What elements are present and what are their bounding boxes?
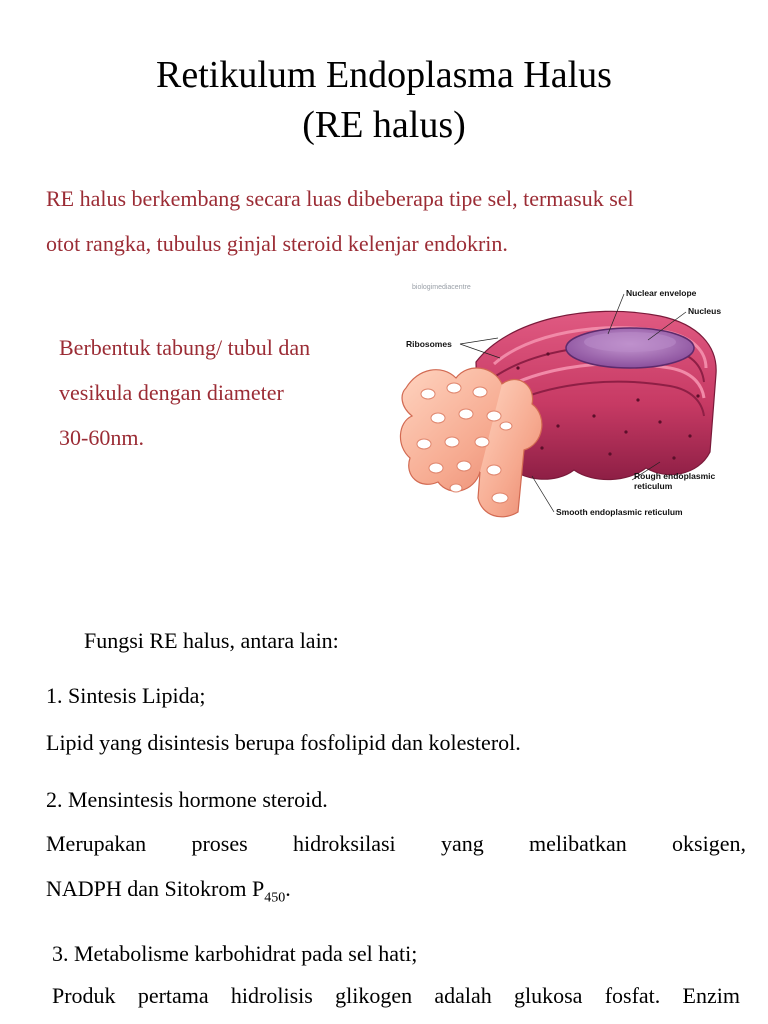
intro-paragraph <box>46 176 746 266</box>
function-item-2-title: 2. Mensintesis hormone steroid. <box>46 787 328 812</box>
shape-line-1: Berbentuk tabung/ tubul dan <box>59 335 311 360</box>
function-item-3-title: 3. Metabolisme karbohidrat pada sel hati; <box>52 941 418 966</box>
shape-line-2: vesikula dengan diameter <box>59 380 284 405</box>
label-ribosomes: Ribosomes <box>406 339 452 349</box>
nucleus-highlight <box>584 332 676 352</box>
function-item-2-desc-line-2 <box>46 874 746 904</box>
function-item-1-title: 1. Sintesis Lipida; <box>46 683 206 708</box>
er-figure <box>398 276 738 526</box>
label-nucleus: Nucleus <box>688 306 722 316</box>
title-line-2: (RE halus) <box>302 104 466 146</box>
intro-line-1: RE halus berkembang secara luas dibeberapa tipe sel, termasuk sel <box>46 186 634 211</box>
title-line-1: Retikulum Endoplasma Halus <box>156 54 612 96</box>
function-item-1-desc: Lipid yang disintesis berupa fosfolipid dan kolesterol. <box>46 730 521 755</box>
shape-paragraph <box>59 325 357 460</box>
p450-subscript: 450 <box>264 890 286 906</box>
page-title <box>0 50 768 150</box>
nadph-text: NADPH dan Sitokrom P <box>46 876 265 901</box>
function-item-3-desc-line-1: Produk pertama hidrolisis glikogen adalah glukosa fosfat. Enzim <box>52 983 740 1008</box>
label-rough-er-line-1: Rough endoplasmic <box>634 471 716 481</box>
figure-credit: biologimediacentre <box>412 284 471 291</box>
label-nuclear-envelope: Nuclear envelope <box>626 288 697 298</box>
sentence-period: . <box>285 876 291 901</box>
shape-line-3: 30-60nm. <box>59 425 144 450</box>
functions-heading: Fungsi RE halus, antara lain: <box>84 628 339 653</box>
smooth-er <box>400 368 541 517</box>
intro-line-2: otot rangka, tubulus ginjal steroid kelenjar endokrin. <box>46 231 508 256</box>
endoplasmic-reticulum-illustration-icon <box>398 276 738 526</box>
label-smooth-er: Smooth endoplasmic reticulum <box>556 507 683 517</box>
label-rough-er-line-2: reticulum <box>634 481 673 491</box>
function-item-2-desc-line-1: Merupakan proses hidroksilasi yang melibatkan oksigen, <box>46 831 746 856</box>
